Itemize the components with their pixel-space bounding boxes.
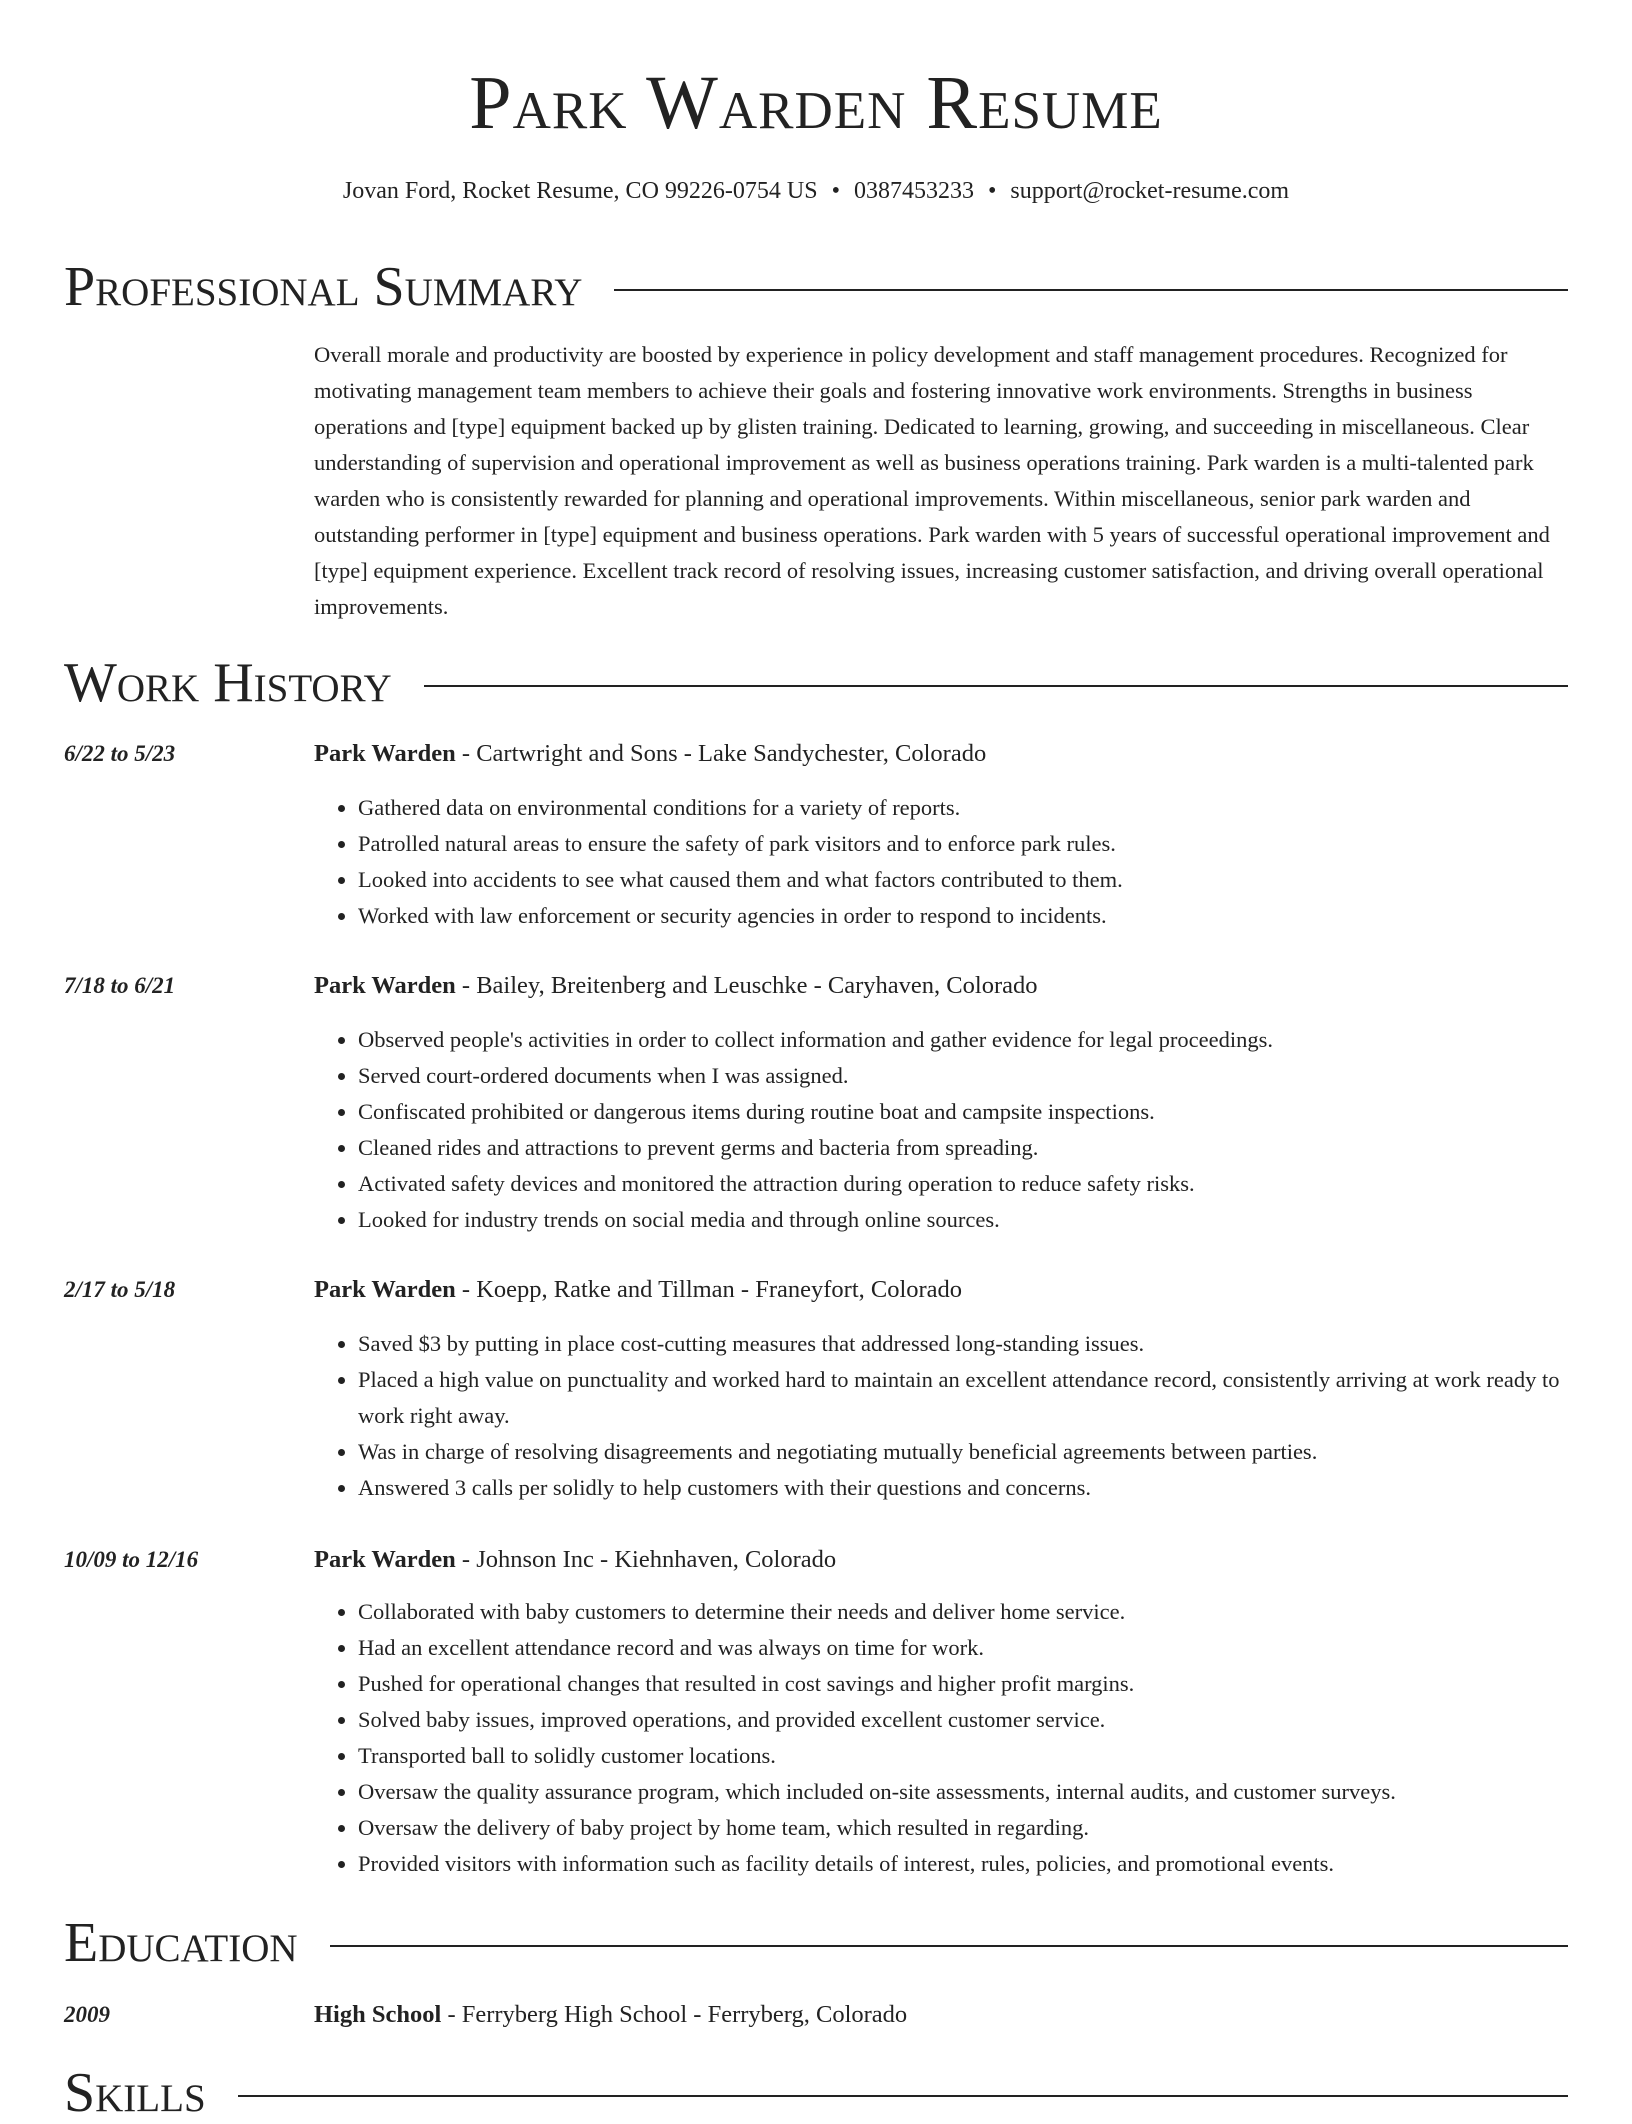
job-bullets <box>314 1594 1568 1882</box>
job-bullets <box>314 1022 1568 1238</box>
bullet-item: • Cleaned rides and attractions to prevent germs and bacteria from spreading. <box>358 1130 1568 1166</box>
job-dates: 10/09 to 12/16 <box>64 1547 199 1572</box>
job-details: - Koepp, Ratke and Tillman - Franeyfort, Colorado <box>455 1276 963 1303</box>
education-year: 2009 <box>64 2002 110 2027</box>
bullet-item: • Had an excellent attendance record and was always on time for work. <box>358 1630 1568 1666</box>
job-title: Park Warden <box>314 972 456 999</box>
job-dates: 6/22 to 5/23 <box>64 741 176 766</box>
contact-address: Jovan Ford, Rocket Resume, CO 99226-0754 US <box>342 178 818 204</box>
bullet-item: • Provided visitors with information such as facility details of interest, rules, policies, and promotional events. <box>358 1846 1568 1882</box>
bullet-item: • Confiscated prohibited or dangerous items during routine boat and campsite inspections. <box>358 1094 1568 1130</box>
job-heading <box>314 1274 1568 1306</box>
section-title: Skills <box>64 2062 206 2124</box>
bullet-item: • Served court-ordered documents when I was assigned. <box>358 1058 1568 1094</box>
job-title: Park Warden <box>314 740 456 767</box>
section-divider <box>424 685 1568 687</box>
section-header-work-history <box>64 652 1568 714</box>
bullet-item: • Was in charge of resolving disagreements and negotiating mutually beneficial agreements between parties. <box>358 1434 1568 1470</box>
bullet-item: • Patrolled natural areas to ensure the safety of park visitors and to enforce park rules. <box>358 826 1568 862</box>
contact-line <box>0 174 1632 208</box>
job-bullets <box>314 790 1568 934</box>
job-title: Park Warden <box>314 1276 456 1303</box>
section-title: Education <box>64 1912 298 1974</box>
bullet-item: • Looked into accidents to see what caused them and what factors contributed to them. <box>358 862 1568 898</box>
education-degree: High School <box>314 2001 442 2028</box>
job-heading <box>314 970 1568 1002</box>
job-heading <box>314 738 1568 770</box>
section-title: Professional Summary <box>64 256 583 318</box>
resume-title: Park Warden Resume <box>469 61 1163 145</box>
section-header-skills <box>64 2062 1568 2124</box>
job-details: - Johnson Inc - Kiehnhaven, Colorado <box>455 1546 837 1573</box>
section-divider <box>614 289 1568 291</box>
contact-phone: 0387453233 <box>853 178 974 204</box>
bullet-item: • Solved baby issues, improved operations, and provided excellent customer service. <box>358 1702 1568 1738</box>
bullet-item: • Placed a high value on punctuality and worked hard to maintain an excellent attendance record, consistently arriving at work ready to work right away. <box>358 1362 1568 1434</box>
section-divider <box>330 1945 1568 1947</box>
bullet-item: • Activated safety devices and monitored the attraction during operation to reduce safety risks. <box>358 1166 1568 1202</box>
job-details: - Cartwright and Sons - Lake Sandychester, Colorado <box>455 740 987 767</box>
job-bullets <box>314 1326 1568 1506</box>
bullet-item: • Worked with law enforcement or security agencies in order to respond to incidents. <box>358 898 1568 934</box>
job-dates: 7/18 to 6/21 <box>64 973 176 998</box>
job-heading <box>314 1544 1568 1576</box>
contact-separator: • <box>831 178 840 204</box>
bullet-item: • Transported ball to solidly customer locations. <box>358 1738 1568 1774</box>
education-details: - Ferryberg High School - Ferryberg, Colorado <box>441 2001 908 2028</box>
bullet-item: • Pushed for operational changes that resulted in cost savings and higher profit margins. <box>358 1666 1568 1702</box>
section-header-education <box>64 1912 1568 1974</box>
bullet-item: • Answered 3 calls per solidly to help customers with their questions and concerns. <box>358 1470 1568 1506</box>
bullet-item: • Oversaw the quality assurance program, which included on-site assessments, internal audits, and customer surveys. <box>358 1774 1568 1810</box>
summary-text: Overall morale and productivity are boosted by experience in policy development and staff management procedures. Recognized for motivating management team members to achieve their goals and fostering innovative work environments. Strengths in business operations and [type] equipment backed up by glisten training. Dedicated to learning, growing, and succeeding in miscellaneous. Clear understanding of supervision and operational improvement as well as business operations training. Park warden is a multi-talented park warden who is consistently rewarded for planning and operational improvements. Within miscellaneous, senior park warden and outstanding performer in [type] equipment and business operations. Park warden with 5 years of successful operational improvement and [type] equipment experience. Excellent track record of resolving issues, increasing customer satisfaction, and driving overall operational improvements. <box>314 342 1550 619</box>
bullet-item: • Collaborated with baby customers to determine their needs and deliver home service. <box>358 1594 1568 1630</box>
section-title: Work History <box>64 652 392 714</box>
job-details: - Bailey, Breitenberg and Leuschke - Caryhaven, Colorado <box>455 972 1038 999</box>
bullet-item: • Oversaw the delivery of baby project by home team, which resulted in regarding. <box>358 1810 1568 1846</box>
contact-email: support@rocket-resume.com <box>1010 178 1290 204</box>
section-divider <box>238 2095 1568 2097</box>
bullet-item: • Gathered data on environmental conditions for a variety of reports. <box>358 790 1568 826</box>
section-header-summary <box>64 256 1568 318</box>
bullet-item: • Observed people's activities in order to collect information and gather evidence for legal proceedings. <box>358 1022 1568 1058</box>
bullet-item: • Looked for industry trends on social media and through online sources. <box>358 1202 1568 1238</box>
bullet-item: • Saved $3 by putting in place cost-cutting measures that addressed long-standing issues. <box>358 1326 1568 1362</box>
contact-separator: • <box>987 178 997 204</box>
job-title: Park Warden <box>314 1546 456 1573</box>
education-heading <box>314 1999 1568 2031</box>
job-dates: 2/17 to 5/18 <box>64 1277 176 1302</box>
